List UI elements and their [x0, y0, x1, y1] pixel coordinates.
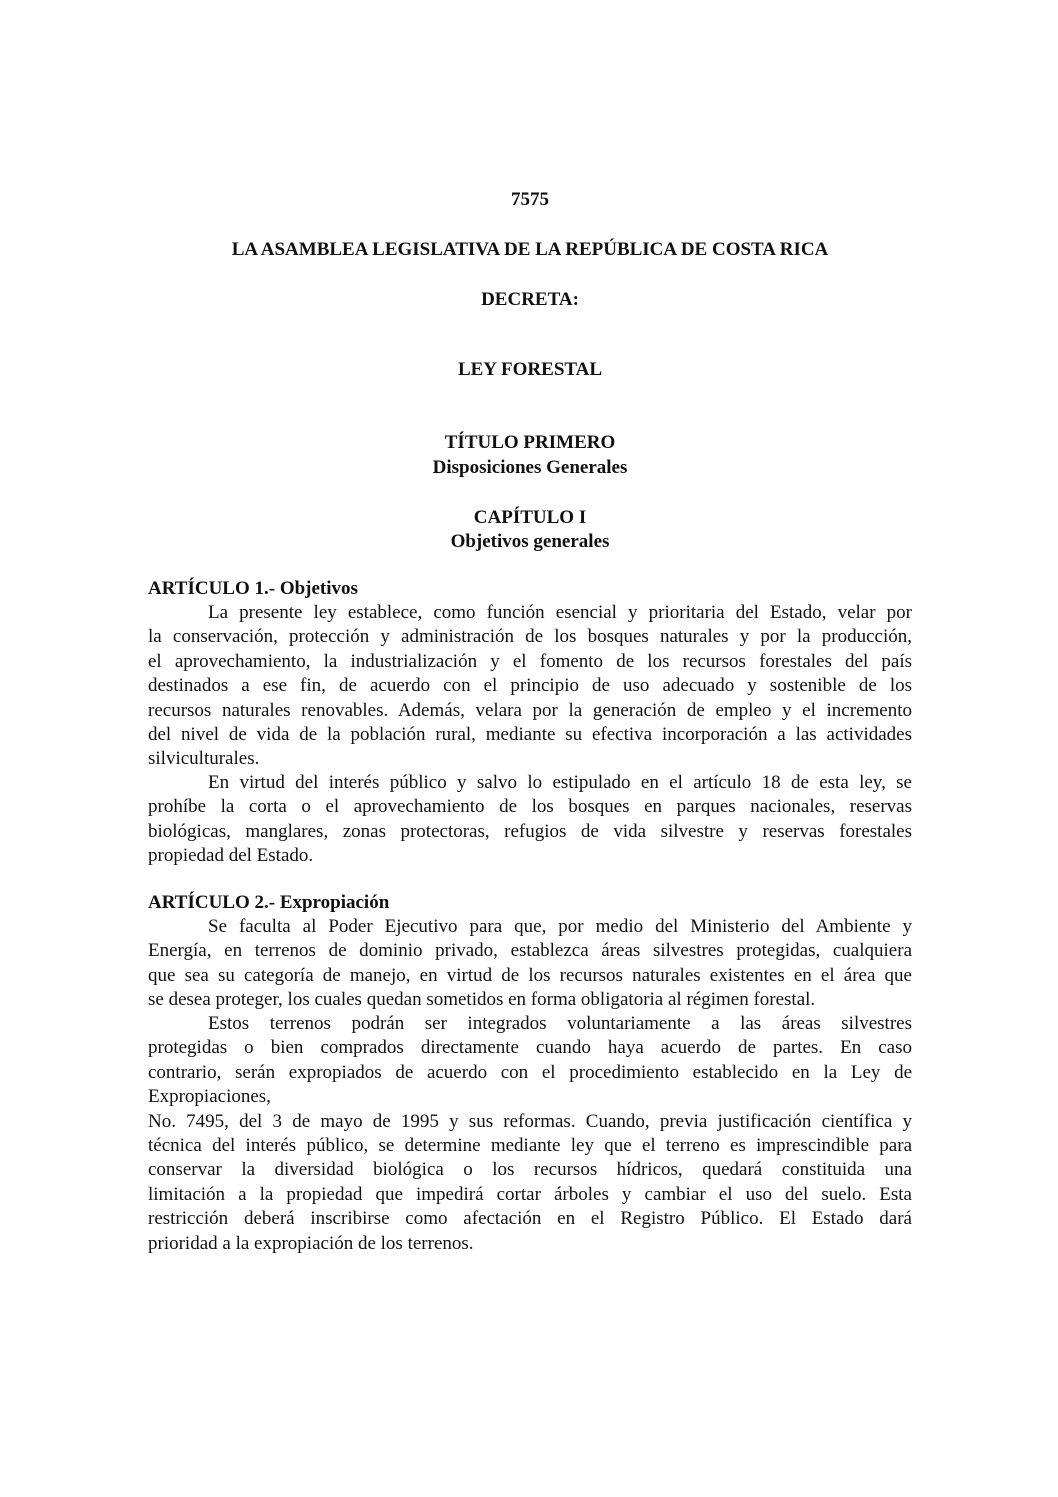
law-title: LEY FORESTAL — [457, 359, 603, 380]
text-line: conservar la diversidad biológica o los recursos hídricos, quedará constituida una — [148, 1159, 912, 1181]
text-line: propiedad del Estado. — [148, 845, 314, 867]
article-2-paragraph-1 — [148, 915, 912, 1013]
text-line: La presente ley establece, como función esencial y prioritaria del Estado, velar por — [208, 602, 912, 623]
text-line: Energía, en terrenos de dominio privado, establezca áreas silvestres protegidas, cualquiera — [148, 940, 912, 962]
text-line: contrario, serán expropiados de acuerdo con el procedimiento establecido en la Ley de — [148, 1061, 912, 1083]
text-line: Expropiaciones, — [148, 1086, 271, 1108]
text-line: se desea proteger, los cuales quedan sometidos en forma obligatoria al régimen forestal. — [148, 989, 816, 1011]
text-line: silviculturales. — [148, 748, 260, 770]
text-line: biológicas, manglares, zonas protectoras, refugios de vida silvestre y reservas forestales — [148, 820, 912, 842]
text-line: la conservación, protección y administración de los bosques naturales y por la producción, — [148, 626, 912, 648]
text-line: Se faculta al Poder Ejecutivo para que, por medio del Ministerio del Ambiente y — [208, 916, 912, 937]
text-line: En virtud del interés público y salvo lo estipulado en el artículo 18 de esta ley, se — [208, 772, 912, 793]
article-1-paragraph-2 — [148, 771, 912, 869]
text-line: el aprovechamiento, la industrialización y el fomento de los recursos forestales del país — [148, 650, 912, 672]
decree-heading: DECRETA: — [481, 289, 579, 310]
text-line: del nivel de vida de la población rural, mediante su efectiva incorporación a las actividades — [148, 724, 912, 746]
text-line: recursos naturales renovables. Además, velara por la generación de empleo y el incremento — [148, 699, 912, 721]
chapter-heading: CAPÍTULO I — [473, 507, 587, 528]
article-2-paragraph-2 — [148, 1012, 912, 1256]
law-number: 7575 — [511, 189, 549, 210]
text-line: técnica del interés público, se determine mediante ley que el terreno es imprescindible para — [148, 1135, 912, 1157]
article-2-heading: ARTÍCULO 2.- Expropiación — [148, 892, 390, 913]
text-line: protegidas o bien comprados directamente cuando haya acuerdo de partes. En caso — [148, 1037, 912, 1059]
chapter-subheading: Objetivos generales — [450, 531, 610, 552]
text-line: limitación a la propiedad que impedirá cortar árboles y cambiar el uso del suelo. Esta — [148, 1183, 912, 1205]
article-1-paragraph-1 — [148, 601, 912, 772]
text-line: No. 7495, del 3 de mayo de 1995 y sus reformas. Cuando, previa justificación científica y — [148, 1110, 912, 1132]
text-line: prioridad a la expropiación de los terrenos. — [148, 1232, 474, 1254]
title-subheading: Disposiciones Generales — [432, 457, 628, 478]
text-line: destinados a ese fin, de acuerdo con el principio de uso adecuado y sostenible de los — [148, 675, 912, 697]
article-1-heading: ARTÍCULO 1.- Objetivos — [148, 578, 358, 599]
text-line: Estos terrenos podrán ser integrados voluntariamente a las áreas silvestres — [208, 1013, 912, 1034]
text-line: prohíbe la corta o el aprovechamiento de los bosques en parques nacionales, reservas — [148, 796, 912, 818]
text-line: restricción deberá inscribirse como afectación en el Registro Público. El Estado dará — [148, 1208, 912, 1230]
title-heading: TÍTULO PRIMERO — [444, 432, 616, 453]
assembly-heading: LA ASAMBLEA LEGISLATIVA DE LA REPÚBLICA DE COSTA RICA — [231, 239, 829, 260]
text-line: que sea su categoría de manejo, en virtud de los recursos naturales existentes en el área que — [148, 964, 912, 986]
